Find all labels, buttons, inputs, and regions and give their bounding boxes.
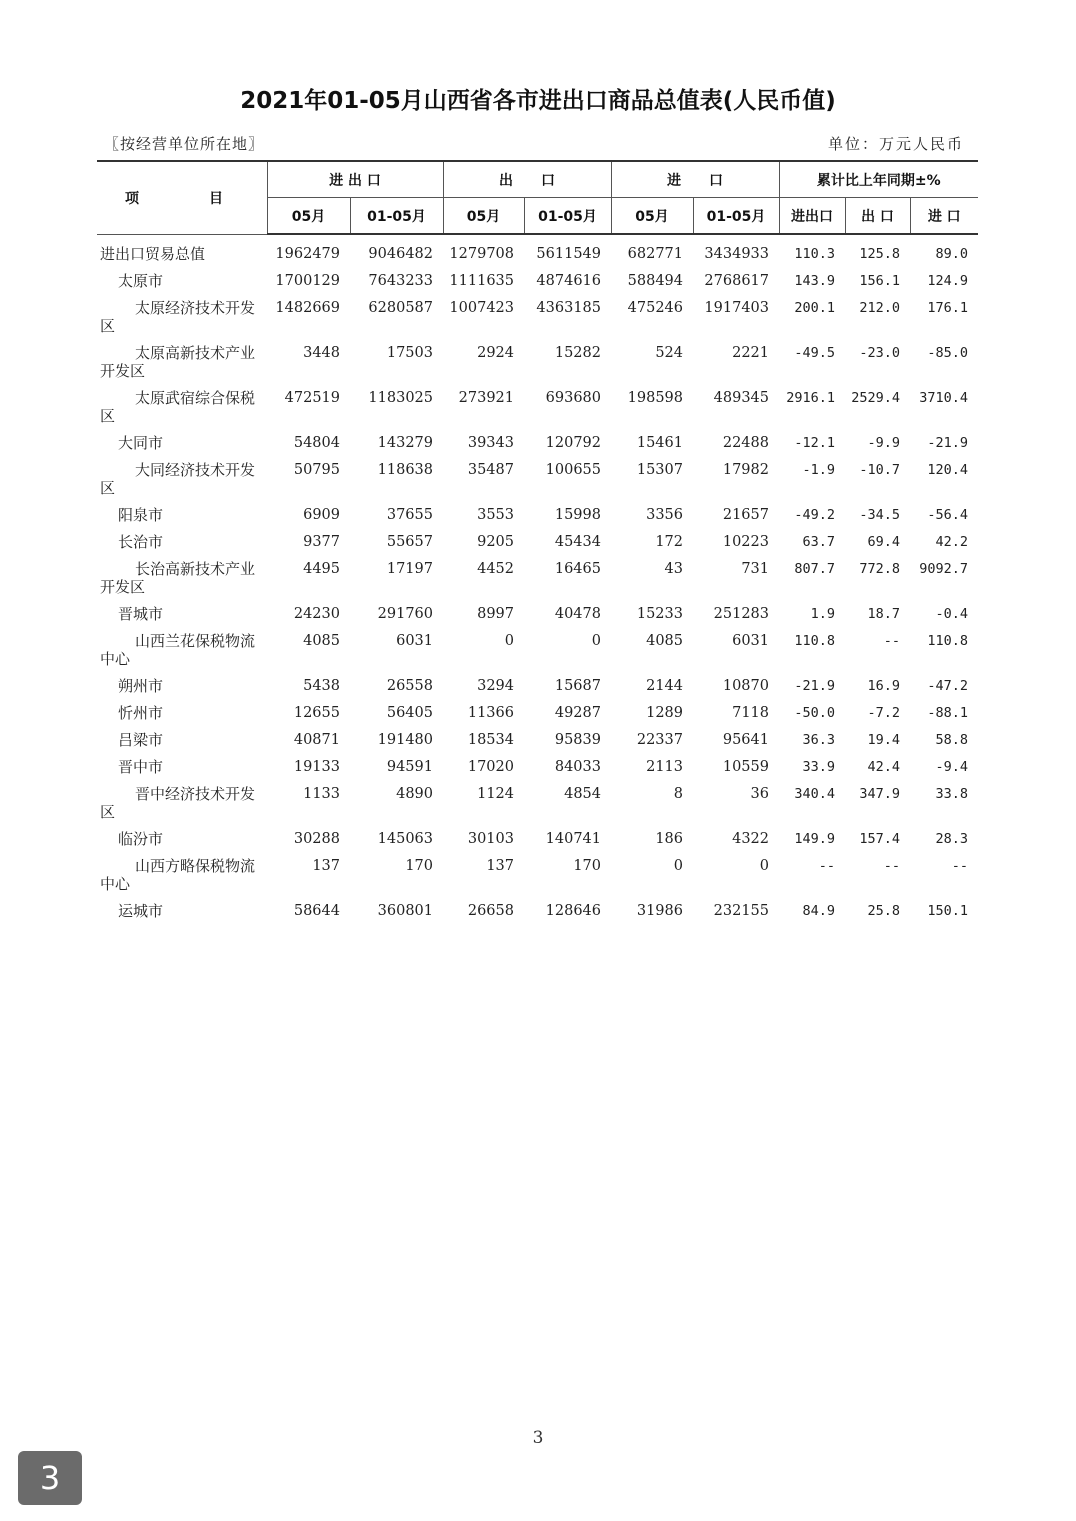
- table-row: [97, 753, 978, 780]
- table-cell: -47.2: [927, 678, 968, 694]
- table-cell: 291760: [377, 606, 433, 622]
- table-cell: 2924: [477, 345, 514, 361]
- table-cell: 2768617: [704, 273, 769, 289]
- table-row: [97, 897, 978, 924]
- table-cell: 4322: [732, 831, 769, 847]
- table-cell: 5611549: [536, 246, 601, 262]
- table-cell: 9377: [303, 534, 340, 550]
- table-cell: 110.8: [794, 633, 835, 649]
- table-cell: 347.9: [859, 786, 900, 802]
- table-cell: 170: [573, 858, 601, 874]
- row-label: 山西方略保税物流中心: [100, 857, 256, 893]
- table-cell: 18.7: [867, 606, 900, 622]
- table-cell: 15307: [636, 462, 683, 478]
- table-cell: 94591: [386, 759, 433, 775]
- table-cell: 95839: [554, 732, 601, 748]
- table-cell: 21657: [722, 507, 769, 523]
- subheader-yoy-import: 进 口: [910, 198, 978, 235]
- group-header-total: 进 出 口: [267, 161, 443, 198]
- table-row: [97, 726, 978, 753]
- table-row: [97, 501, 978, 528]
- table-cell: 588494: [627, 273, 683, 289]
- table-cell: 56405: [386, 705, 433, 721]
- table-cell: 45434: [554, 534, 601, 550]
- item-header-a: 项: [125, 190, 139, 207]
- page-badge[interactable]: 3: [18, 1451, 82, 1505]
- table-cell: 731: [741, 561, 769, 577]
- row-label: 忻州市: [118, 704, 164, 722]
- table-cell: 9205: [477, 534, 514, 550]
- table-cell: 15998: [554, 507, 601, 523]
- table-cell: 37655: [386, 507, 433, 523]
- table-cell: 807.7: [794, 561, 835, 577]
- table-cell: 2221: [732, 345, 769, 361]
- unit-note: 单位：万元人民币: [827, 135, 964, 153]
- table-cell: 18534: [467, 732, 514, 748]
- table-cell: 10559: [722, 759, 769, 775]
- table-cell: 8: [673, 786, 683, 802]
- row-label: 阳泉市: [118, 506, 164, 524]
- table-cell: 137: [312, 858, 340, 874]
- table-row: [97, 339, 978, 384]
- row-label: 大同市: [118, 434, 164, 452]
- page-number: 3: [532, 1428, 544, 1448]
- table-cell: 1124: [477, 786, 514, 802]
- table-cell: 9046482: [368, 246, 433, 262]
- row-label: 运城市: [118, 902, 164, 920]
- row-label: 太原高新技术产业开发区: [100, 344, 256, 380]
- row-label: 临汾市: [118, 830, 164, 848]
- table-cell: 3434933: [704, 246, 769, 262]
- table-cell: 84.9: [802, 903, 835, 919]
- table-cell: -10.7: [859, 462, 900, 478]
- table-cell: 772.8: [859, 561, 900, 577]
- table-row: [97, 600, 978, 627]
- table-cell: 3710.4: [919, 390, 968, 406]
- row-label: 吕梁市: [118, 731, 164, 749]
- table-cell: 39343: [467, 435, 514, 451]
- subheader-total-month: 05月: [267, 198, 350, 235]
- table-cell: 137: [486, 858, 514, 874]
- table-cell: 2113: [646, 759, 683, 775]
- table-cell: 170: [405, 858, 433, 874]
- row-label: 山西兰花保税物流中心: [100, 632, 256, 668]
- table-body: [97, 234, 978, 924]
- subheader-import-month: 05月: [611, 198, 693, 235]
- table-cell: 89.0: [935, 246, 968, 262]
- table-cell: 15461: [636, 435, 683, 451]
- table-cell: 17020: [467, 759, 514, 775]
- table-cell: 125.8: [859, 246, 900, 262]
- table-cell: 524: [655, 345, 683, 361]
- table-cell: 12655: [293, 705, 340, 721]
- table-cell: 3294: [477, 678, 514, 694]
- table-cell: --: [883, 633, 900, 649]
- subheader-export-month: 05月: [443, 198, 524, 235]
- table-cell: 30103: [467, 831, 514, 847]
- table-cell: 157.4: [859, 831, 900, 847]
- table-cell: 6031: [396, 633, 433, 649]
- table-cell: 232155: [713, 903, 769, 919]
- table-cell: 36.3: [802, 732, 835, 748]
- table-cell: 172: [655, 534, 683, 550]
- table-row: [97, 234, 978, 267]
- table-cell: 682771: [627, 246, 683, 262]
- table-cell: 4495: [303, 561, 340, 577]
- table-cell: 24230: [293, 606, 340, 622]
- table-cell: 212.0: [859, 300, 900, 316]
- row-label: 进出口贸易总值: [100, 244, 206, 263]
- table-cell: 95641: [722, 732, 769, 748]
- group-header-yoy: 累计比上年同期±%: [779, 161, 978, 198]
- group-header-import: 进 口: [611, 161, 779, 198]
- table-cell: 1482669: [275, 300, 340, 316]
- table-cell: 340.4: [794, 786, 835, 802]
- table-cell: 3553: [477, 507, 514, 523]
- table-cell: 4452: [477, 561, 514, 577]
- row-label: 晋城市: [118, 605, 164, 623]
- table-cell: 186: [655, 831, 683, 847]
- table-cell: 6031: [732, 633, 769, 649]
- table-row: [97, 528, 978, 555]
- table-cell: 2916.1: [786, 390, 835, 406]
- table-cell: 489345: [713, 390, 769, 406]
- table-cell: 176.1: [927, 300, 968, 316]
- table-cell: 1289: [646, 705, 683, 721]
- table-row: [97, 699, 978, 726]
- table-cell: 7118: [732, 705, 769, 721]
- table-cell: 472519: [284, 390, 340, 406]
- item-header: [97, 161, 267, 234]
- table-row: [97, 555, 978, 600]
- table-cell: -23.0: [859, 345, 900, 361]
- table-cell: -34.5: [859, 507, 900, 523]
- table-cell: --: [818, 858, 835, 874]
- table-cell: 4085: [646, 633, 683, 649]
- table-cell: 110.8: [927, 633, 968, 649]
- table-cell: 22337: [636, 732, 683, 748]
- table-cell: 2144: [646, 678, 683, 694]
- table-cell: 4874616: [536, 273, 601, 289]
- table-cell: 16.9: [867, 678, 900, 694]
- table-cell: 1133: [303, 786, 340, 802]
- table-row: [97, 456, 978, 501]
- subheader-total-ytd: 01-05月: [350, 198, 443, 235]
- table-row: [97, 780, 978, 825]
- row-label: 朔州市: [118, 677, 164, 695]
- table-cell: 1917403: [704, 300, 769, 316]
- table-cell: 128646: [545, 903, 601, 919]
- row-label: 太原经济技术开发区: [100, 299, 256, 335]
- row-label: 太原市: [118, 272, 164, 290]
- table-cell: 124.9: [927, 273, 968, 289]
- table-cell: 140741: [545, 831, 601, 847]
- table-cell: 17982: [722, 462, 769, 478]
- table-cell: 10223: [722, 534, 769, 550]
- subheader-import-ytd: 01-05月: [693, 198, 779, 235]
- table-cell: 55657: [386, 534, 433, 550]
- table-cell: -21.9: [927, 435, 968, 451]
- table-cell: 43: [664, 561, 683, 577]
- table-cell: 110.3: [794, 246, 835, 262]
- table-cell: 58.8: [935, 732, 968, 748]
- group-header-export: 出 口: [443, 161, 611, 198]
- table-cell: 1962479: [275, 246, 340, 262]
- table-cell: 0: [504, 633, 514, 649]
- table-cell: 26558: [386, 678, 433, 694]
- table-row: [97, 384, 978, 429]
- row-label: 太原武宿综合保税区: [100, 389, 256, 425]
- page-title: 2021年01-05月山西省各市进出口商品总值表(人民币值): [240, 88, 836, 114]
- table-cell: 1.9: [810, 606, 835, 622]
- basis-note: 〖按经营单位所在地〗: [104, 135, 265, 153]
- table-cell: 11366: [467, 705, 514, 721]
- subheader-export-ytd: 01-05月: [524, 198, 611, 235]
- table-cell: 30288: [293, 831, 340, 847]
- table-cell: 49287: [554, 705, 601, 721]
- table-cell: 19133: [293, 759, 340, 775]
- table-cell: 1279708: [449, 246, 514, 262]
- table-cell: 3356: [646, 507, 683, 523]
- subheader-yoy-total: 进出口: [779, 198, 845, 235]
- table-cell: 1007423: [449, 300, 514, 316]
- table-cell: 42.2: [935, 534, 968, 550]
- table-cell: -49.2: [794, 507, 835, 523]
- table-cell: 4085: [303, 633, 340, 649]
- table-cell: 4854: [564, 786, 601, 802]
- table-cell: 15282: [554, 345, 601, 361]
- table-cell: --: [883, 858, 900, 874]
- table-cell: 145063: [377, 831, 433, 847]
- table-row: [97, 627, 978, 672]
- table-cell: 251283: [713, 606, 769, 622]
- item-header-b: 目: [209, 190, 223, 207]
- table-cell: 156.1: [859, 273, 900, 289]
- table-cell: 0: [591, 633, 601, 649]
- table-cell: 35487: [467, 462, 514, 478]
- table-cell: 63.7: [802, 534, 835, 550]
- table-cell: 28.3: [935, 831, 968, 847]
- table-row: [97, 825, 978, 852]
- table-cell: 25.8: [867, 903, 900, 919]
- table-cell: 7643233: [368, 273, 433, 289]
- table-cell: 4363185: [536, 300, 601, 316]
- table-cell: 33.9: [802, 759, 835, 775]
- table-cell: 1700129: [275, 273, 340, 289]
- table-cell: 15687: [554, 678, 601, 694]
- row-label: 长治市: [118, 533, 164, 551]
- table-cell: 36: [750, 786, 769, 802]
- table-cell: 26658: [467, 903, 514, 919]
- trade-table: [97, 160, 978, 924]
- table-cell: 40871: [293, 732, 340, 748]
- table-cell: -7.2: [867, 705, 900, 721]
- table-cell: 54804: [293, 435, 340, 451]
- row-label: 晋中经济技术开发区: [100, 785, 256, 821]
- table-cell: -56.4: [927, 507, 968, 523]
- table-cell: 198598: [627, 390, 683, 406]
- table-cell: 19.4: [867, 732, 900, 748]
- row-label: 大同经济技术开发区: [100, 461, 256, 497]
- row-label: 晋中市: [118, 758, 164, 776]
- table-cell: 1111635: [449, 273, 514, 289]
- table-cell: 693680: [545, 390, 601, 406]
- table-cell: 6909: [303, 507, 340, 523]
- table-cell: 9092.7: [919, 561, 968, 577]
- table-cell: 118638: [377, 462, 433, 478]
- table-cell: 8997: [477, 606, 514, 622]
- table-cell: 31986: [636, 903, 683, 919]
- table-cell: 40478: [554, 606, 601, 622]
- table-cell: -12.1: [794, 435, 835, 451]
- table-cell: 100655: [545, 462, 601, 478]
- table-cell: 22488: [722, 435, 769, 451]
- table-cell: 143.9: [794, 273, 835, 289]
- table-cell: 84033: [554, 759, 601, 775]
- table-cell: -88.1: [927, 705, 968, 721]
- table-row: [97, 294, 978, 339]
- table-cell: 17197: [386, 561, 433, 577]
- table-cell: 191480: [377, 732, 433, 748]
- table-cell: 3448: [303, 345, 340, 361]
- table-cell: 273921: [458, 390, 514, 406]
- table-cell: 200.1: [794, 300, 835, 316]
- table-cell: -0.4: [935, 606, 968, 622]
- table-cell: 4890: [396, 786, 433, 802]
- subheader-yoy-export: 出 口: [845, 198, 910, 235]
- table-cell: 50795: [293, 462, 340, 478]
- table-cell: -9.4: [935, 759, 968, 775]
- table-cell: 69.4: [867, 534, 900, 550]
- row-label: 长治高新技术产业开发区: [100, 560, 256, 596]
- table-cell: 150.1: [927, 903, 968, 919]
- table-cell: -1.9: [802, 462, 835, 478]
- table-cell: 42.4: [867, 759, 900, 775]
- table-row: [97, 429, 978, 456]
- table-cell: -49.5: [794, 345, 835, 361]
- table-cell: -9.9: [867, 435, 900, 451]
- table-cell: 17503: [386, 345, 433, 361]
- table-row: [97, 672, 978, 699]
- table-cell: 0: [759, 858, 769, 874]
- table-cell: 5438: [303, 678, 340, 694]
- table-row: [97, 852, 978, 897]
- table-cell: 6280587: [368, 300, 433, 316]
- table-cell: --: [951, 858, 968, 874]
- table-cell: 33.8: [935, 786, 968, 802]
- table-cell: 15233: [636, 606, 683, 622]
- table-cell: 149.9: [794, 831, 835, 847]
- table-row: [97, 267, 978, 294]
- table-cell: -21.9: [794, 678, 835, 694]
- table-cell: 16465: [554, 561, 601, 577]
- table-cell: 360801: [377, 903, 433, 919]
- table-cell: -85.0: [927, 345, 968, 361]
- table-cell: 2529.4: [851, 390, 900, 406]
- table-cell: 58644: [293, 903, 340, 919]
- table-cell: -50.0: [794, 705, 835, 721]
- table-cell: 143279: [377, 435, 433, 451]
- table-cell: 475246: [627, 300, 683, 316]
- table-cell: 0: [673, 858, 683, 874]
- table-cell: 120.4: [927, 462, 968, 478]
- table-cell: 120792: [545, 435, 601, 451]
- table-cell: 1183025: [368, 390, 433, 406]
- table-cell: 10870: [722, 678, 769, 694]
